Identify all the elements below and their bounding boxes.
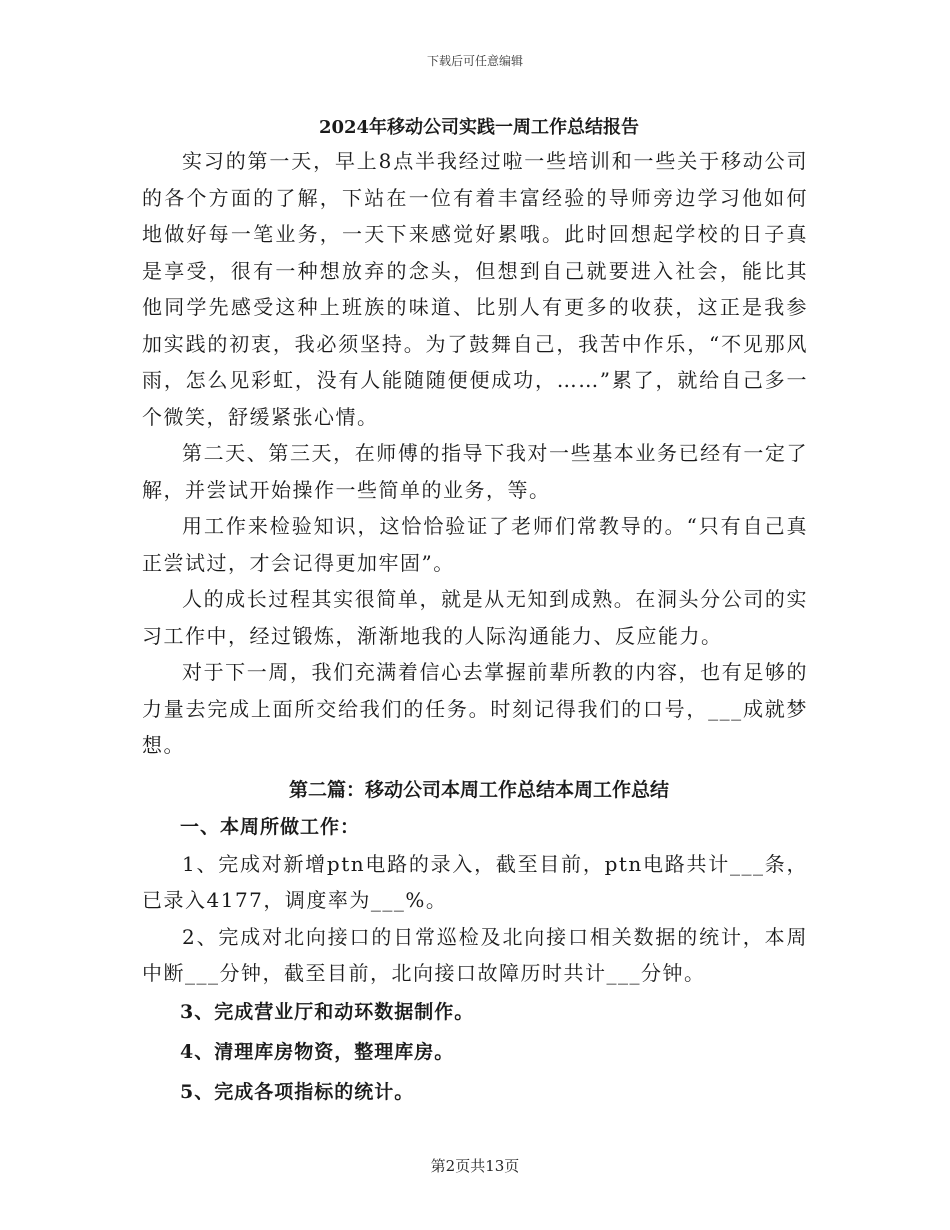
page-number: 第2页共13页 (430, 1157, 520, 1175)
work-item-bold: 3、完成营业厅和动环数据制作。 (180, 1000, 475, 1023)
section-heading: 一、本周所做工作： (180, 815, 361, 838)
document-body (142, 113, 808, 1112)
paragraph: 用工作来检验知识，这恰恰验证了老师们常教导的。“只有自己真正尝试过，才会记得更加牢固”。 (142, 514, 808, 575)
work-item: 2、完成对北向接口的日常巡检及北向接口相关数据的统计，本周中断___分钟，截至目前，北向接口故障历时共计___分钟。 (142, 924, 808, 985)
paragraph: 实习的第一天，早上8点半我经过啦一些培训和一些关于移动公司的各个方面的了解，下站在一位有着丰富经验的导师旁边学习他如何地做好每一笔业务，一天下来感觉好累哦。此时回想起学校的日子真是享受，很有一种想放弃的念头，但想到自己就要进入社会，能比其他同学先感受这种上班族的味道、比别人有更多的收获，这正是我参加实践的初衷，我必须坚持。为了鼓舞自己，我苦中作乐，“不见那风雨，怎么见彩虹，没有人能随随便便成功，……”累了，就给自己多一个微笑，舒缓紧张心情。 (142, 149, 808, 429)
document-title: 2024年移动公司实践一周工作总结报告 (318, 117, 640, 138)
work-item-bold: 4、清理库房物资，整理库房。 (180, 1040, 455, 1063)
work-item: 1、完成对新增ptn电路的录入，截至目前，ptn电路共计___条，已录入4177，调度率为___%。 (142, 851, 808, 912)
paragraph: 人的成长过程其实很简单，就是从无知到成熟。在洞头分公司的实习工作中，经过锻炼，渐渐地我的人际沟通能力、反应能力。 (142, 587, 808, 648)
work-item-bold: 5、完成各项指标的统计。 (180, 1080, 415, 1103)
header-note: 下载后可任意编辑 (426, 54, 523, 68)
paragraph: 第二天、第三天，在师傅的指导下我对一些基本业务已经有一定了解，并尝试开始操作一些简单的业务，等。 (142, 441, 808, 502)
paragraph: 对于下一周，我们充满着信心去掌握前辈所教的内容，也有足够的力量去完成上面所交给我们的任务。时刻记得我们的口号，___成就梦想。 (142, 660, 808, 757)
section-title: 第二篇：移动公司本周工作总结本周工作总结 (288, 778, 669, 801)
